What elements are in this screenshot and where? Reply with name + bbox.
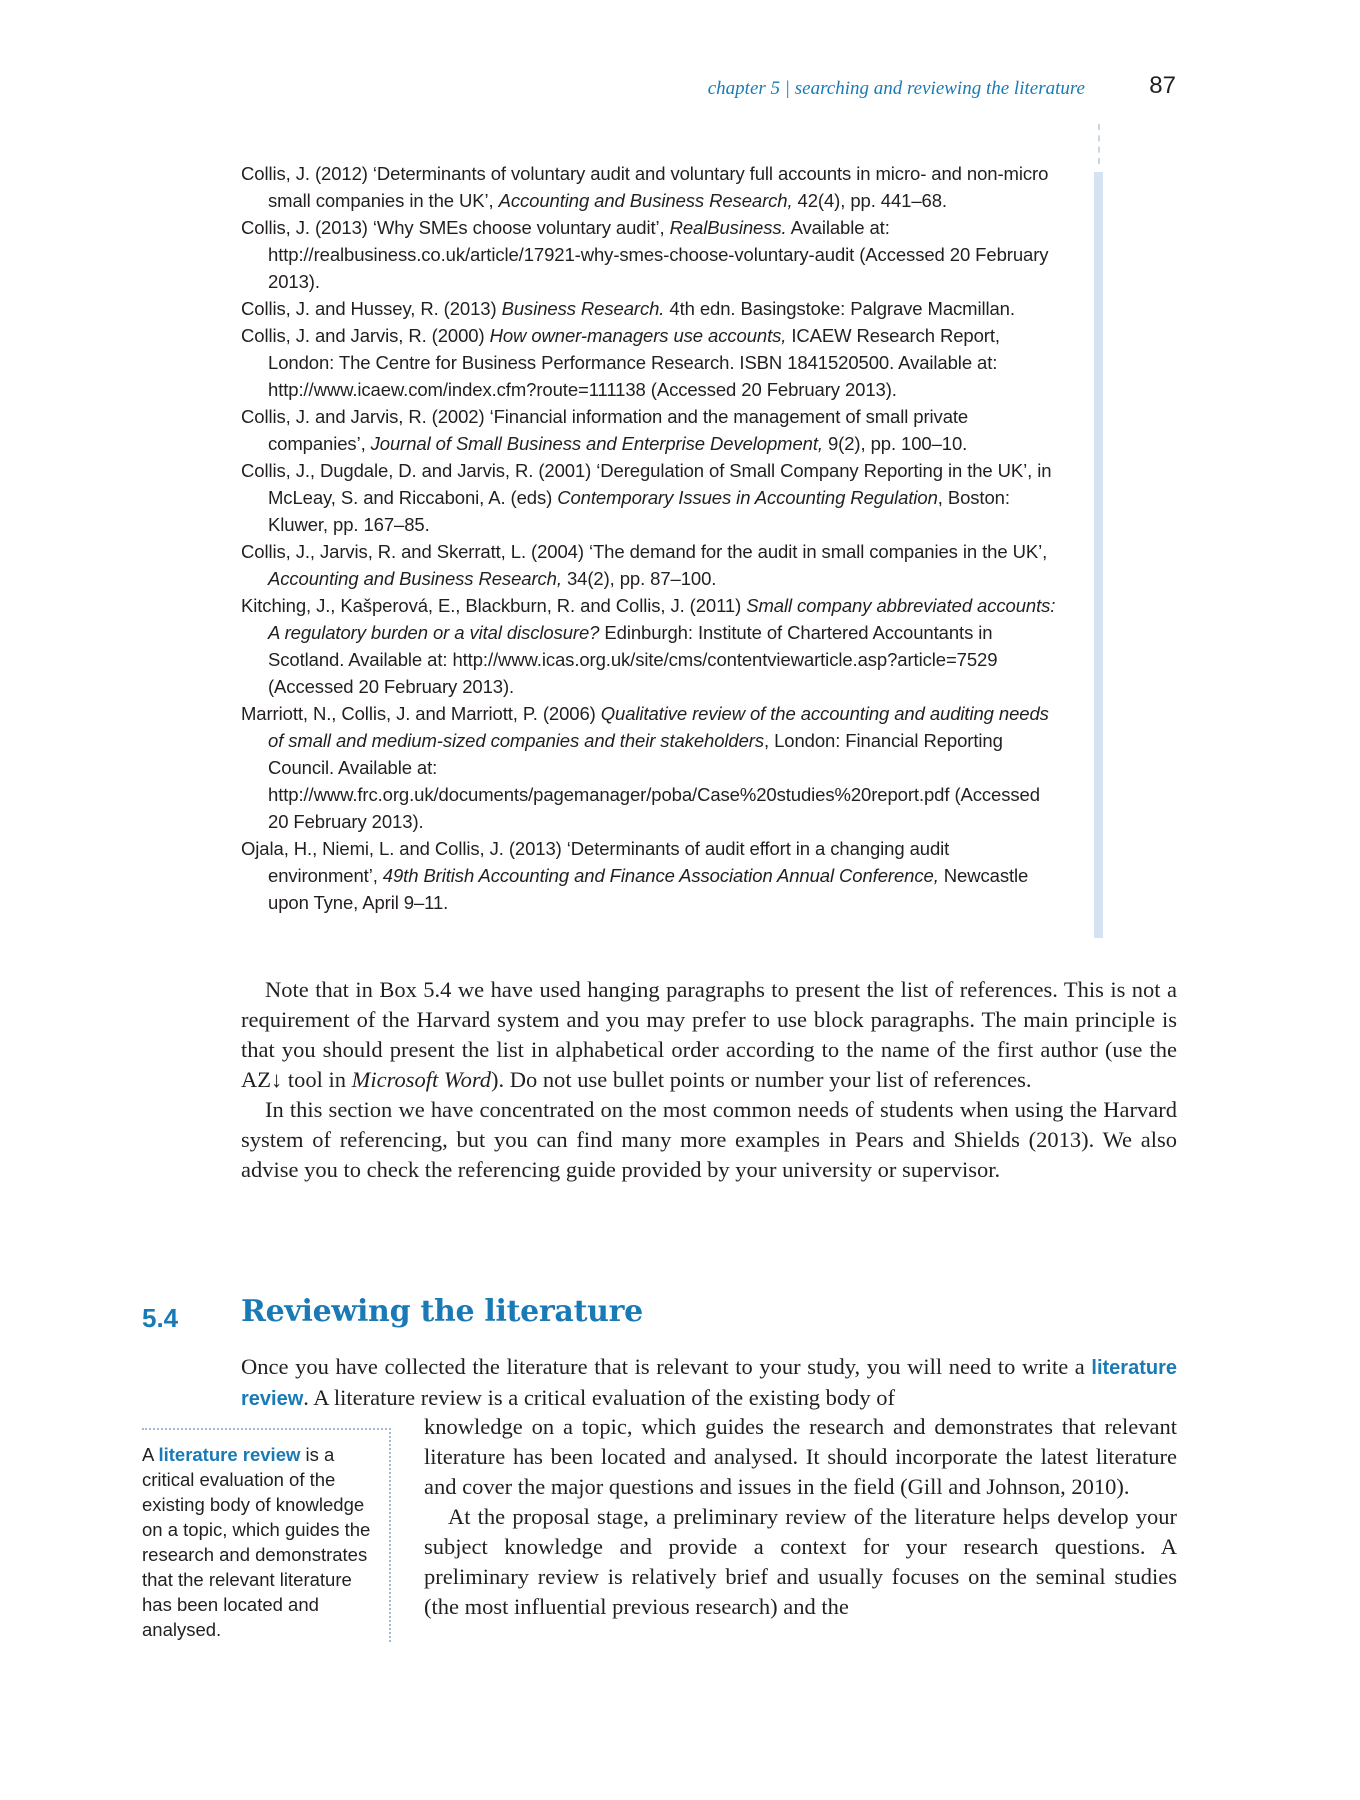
reference-item: Marriott, N., Collis, J. and Marriott, P. (2006) Qualitative review of the accounting and auditing needs of small and medium-sized companies and their stakeholders, London: Financial Reporting Council. Available at: http://www.frc.org.uk/documents/pagemanager/poba/Case%20studies%20report.pdf (Accessed 20 February 2013). [241,703,1049,832]
paragraph-harvard: In this section we have concentrated on the most common needs of students when using the Harvard system of referencing, but you can find many more examples in Pears and Shields (2013). We also advise you to check the referencing guide provided by your university or supervisor. [241,1097,1177,1182]
margin-keyword: literature review [158,1444,301,1465]
reference-item: Collis, J. and Hussey, R. (2013) Business Research. 4th edn. Basingstoke: Palgrave Macmillan. [241,298,1015,319]
section-intro [241,1352,1177,1414]
running-head: chapter 5 | searching and reviewing the literature [707,78,1085,99]
page-number: 87 [1149,72,1176,99]
reference-item: Collis, J. and Jarvis, R. (2002) ‘Financial information and the management of small private companies’, Journal of Small Business and Enterprise Development, 9(2), pp. 100–10. [241,406,969,454]
reference-list [241,160,1061,916]
section-number: 5.4 [142,1303,179,1333]
keyword-literature-review: literature review [241,1357,1177,1410]
paragraph-intro-continued: knowledge on a topic, which guides the research and demonstrates that relevant literature has been located and analysed. It should incorporate the latest literature and cover the major questions and issues in the field (Gill and Johnson, 2010). [424,1414,1177,1499]
box-dashed-rule [1098,124,1102,164]
reference-item: Ojala, H., Niemi, L. and Collis, J. (2013) ‘Determinants of audit effort in a changing audit environment’, 49th British Accounting and Finance Association Annual Conference, Newcastle upon Tyne, April 9–11. [241,838,1029,913]
reference-item: Collis, J. and Jarvis, R. (2000) How owner-managers use accounts, ICAEW Research Report, London: The Centre for Business Performance Research. ISBN 1841520500. Available at: http://www.icaew.com/index.cfm?route=111138 (Accessed 20 February 2013). [241,325,1000,400]
section-title: Reviewing the literature [241,1294,643,1329]
paragraph-proposal-stage: At the proposal stage, a preliminary review of the literature helps develop your subject knowledge and provide a context for your research questions. A preliminary review is relatively brief and usually focuses on the seminal studies (the most influential previous research) and the [424,1504,1177,1619]
reference-item: Kitching, J., Kašperová, E., Blackburn, R. and Collis, J. (2011) Small company abbreviated accounts: A regulatory burden or a vital disclosure? Edinburgh: Institute of Chartered Accountants in Scotland. Available at: http://www.icas.org.uk/site/cms/contentviewarticle.asp?article=7529 (Accessed 20 February 2013). [241,595,1056,697]
reference-item: Collis, J., Dugdale, D. and Jarvis, R. (2001) ‘Deregulation of Small Company Reporting in the UK’, in McLeay, S. and Riccaboni, A. (eds) Contemporary Issues in Accounting Regulation, Boston: Kluwer, pp. 167–85. [241,460,1052,535]
paragraph-hanging: Note that in Box 5.4 we have used hanging paragraphs to present the list of references. This is not a requirement of the Harvard system and you may prefer to use block paragraphs. The main principle is that you should present the list in alphabetical order according to the name of the first author (use the AZ↓ tool in Microsoft Word). Do not use bullet points or number your list of references. [241,977,1177,1092]
page-header [0,72,1360,106]
reference-item: Collis, J. (2013) ‘Why SMEs choose voluntary audit’, RealBusiness. Available at: http://realbusiness.co.uk/article/17921-why-smes-choose-voluntary-audit (Accessed 20 February 2013). [241,217,1049,292]
reference-item: Collis, J. (2012) ‘Determinants of voluntary audit and voluntary full accounts in micro- and non-micro small companies in the UK’, Accounting and Business Research, 42(4), pp. 441–68. [241,163,1049,211]
section-body-column [424,1412,1177,1622]
margin-note: A literature review is a critical evaluation of the existing body of knowledge on a topic, which guides the research and demonstrates that the relevant literature has been located and analysed. [142,1444,371,1640]
paragraph-intro: Once you have collected the literature that is relevant to your study, you will need to write a literature review. A literature review is a critical evaluation of the existing body of [241,1354,1177,1410]
box-side-bar [1094,172,1103,938]
body-section-references [241,975,1177,1185]
reference-item: Collis, J., Jarvis, R. and Skerratt, L. (2004) ‘The demand for the audit in small companies in the UK’, Accounting and Business Research, 34(2), pp. 87–100. [241,541,1048,589]
